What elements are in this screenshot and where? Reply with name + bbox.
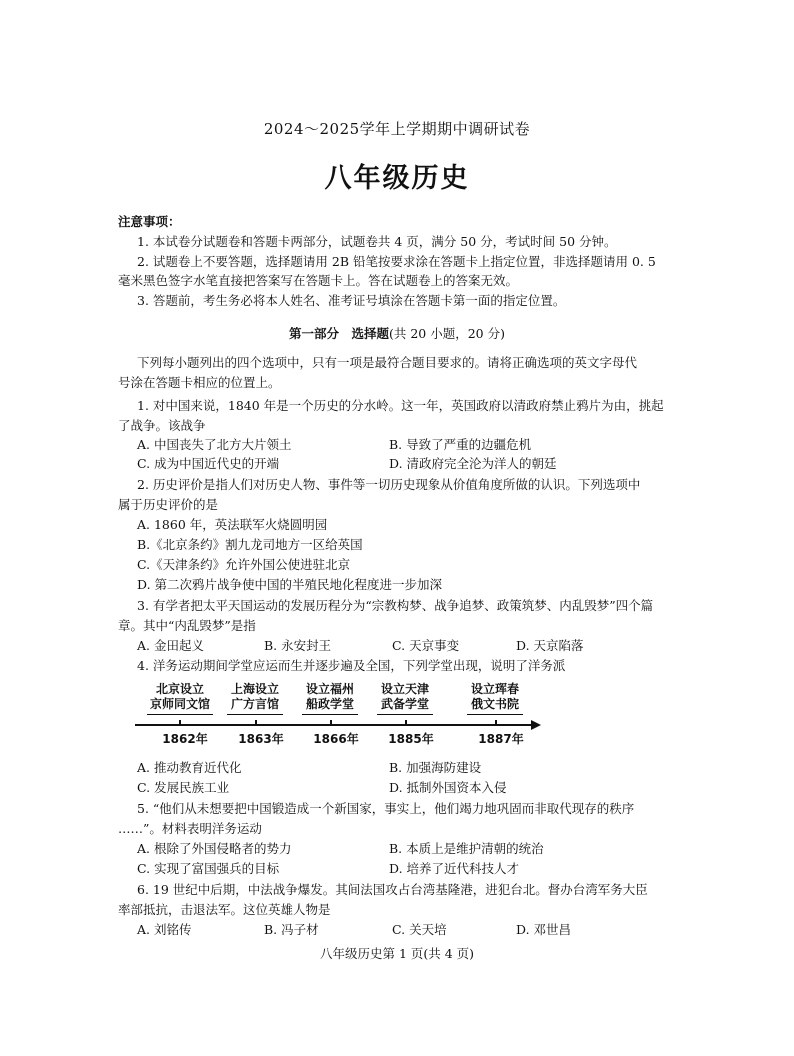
timeline-event-2 (215, 682, 295, 712)
q5-option-d: D. 培养了近代科技人才 (389, 861, 520, 876)
q3-stem-line-2: 章。其中“内乱毁梦”是指 (118, 618, 256, 633)
q1-stem-line-1: 1. 对中国来说，1840 年是一个历史的分水岭。这一年，英国政府以清政府禁止鸦片为由，挑起 (137, 398, 664, 413)
timeline-year-5: 1887年 (478, 732, 524, 746)
timeline-axis (135, 724, 533, 726)
school-timeline (135, 680, 545, 750)
timeline-event-5-line-2: 俄文书院 (470, 697, 519, 711)
timeline-year-4: 1885年 (388, 732, 434, 746)
section-meta: (共 20 小题，20 分) (389, 326, 505, 341)
section-instruction-line-1: 下列每小题列出的四个选项中，只有一项是最符合题目要求的。请将正确选项的英文字母代 (137, 355, 638, 370)
q6-option-c: C. 关天培 (392, 922, 447, 937)
q1-stem-line-2: 了战争。该战争 (118, 418, 206, 433)
timeline-event-3-line-2: 船政学堂 (305, 697, 354, 711)
q6-option-b: B. 冯子材 (264, 922, 319, 937)
exam-title: 2024～2025学年上学期期中调研试卷 (263, 120, 531, 138)
q4-option-a: A. 推动教育近代化 (137, 760, 242, 775)
timeline-event-5-line-1: 设立珲春 (470, 682, 519, 696)
q2-option-b: B.《北京条约》割九龙司地方一区给英国 (137, 537, 363, 552)
timeline-event-3-underline (302, 714, 358, 715)
timeline-arrow-icon (531, 720, 541, 730)
timeline-event-3-line-1: 设立福州 (305, 682, 354, 696)
q6-stem-line-1: 6. 19 世纪中后期，中法战争爆发。其间法国攻占台湾基隆港，进犯台北。督办台湾军务大臣 (137, 882, 648, 897)
timeline-event-4 (365, 682, 445, 712)
subject-title: 八年级历史 (324, 163, 470, 194)
section-heading (0, 324, 794, 342)
q3-option-c: C. 天京事变 (392, 638, 460, 653)
q4-stem-line-1: 4. 洋务运动期间学堂应运而生并逐步遍及全国，下列学堂出现，说明了洋务派 (137, 658, 566, 673)
q2-option-d: D. 第二次鸦片战争使中国的半殖民地化程度进一步加深 (137, 577, 443, 592)
timeline-event-5 (455, 682, 535, 712)
timeline-event-1-line-1: 北京设立 (155, 682, 204, 696)
q2-option-a: A. 1860 年，英法联军火烧圆明园 (137, 517, 328, 532)
timeline-event-2-line-2: 广方言馆 (230, 697, 279, 711)
timeline-event-4-line-1: 设立天津 (380, 682, 429, 696)
q4-option-b: B. 加强海防建设 (389, 760, 482, 775)
timeline-year-3: 1866年 (313, 732, 359, 746)
q2-stem-line-1: 2. 历史评价是指人们对历史人物、事件等一切历史现象从价值角度所做的认识。下列选项中 (137, 477, 641, 492)
q3-option-d: D. 天京陷落 (516, 638, 584, 653)
q6-stem-line-2: 率部抵抗，击退法军。这位英雄人物是 (118, 902, 331, 917)
q2-option-c: C.《天津条约》允许外国公使进驻北京 (137, 557, 351, 572)
q1-option-a: A. 中国丧失了北方大片领土 (137, 437, 292, 452)
notice-item-2-line-2: 毫米黑色签字水笔直接把答案写在答题卡上。答在试题卷上的答案无效。 (118, 273, 519, 288)
timeline-event-2-line-1: 上海设立 (230, 682, 279, 696)
q4-option-d: D. 抵制外国资本入侵 (389, 780, 507, 795)
timeline-event-2-underline (227, 714, 283, 715)
section-title: 第一部分 选择题 (288, 326, 389, 341)
q5-option-c: C. 实现了富国强兵的目标 (137, 861, 280, 876)
q5-option-a: A. 根除了外国侵略者的势力 (137, 841, 292, 856)
q3-stem-line-1: 3. 有学者把太平天国运动的发展历程分为“宗教构梦、战争追梦、政策筑梦、内乱毁梦”四个篇 (137, 598, 654, 613)
q5-stem-line-2: ……”。材料表明洋务运动 (118, 821, 262, 836)
q1-option-b: B. 导致了严重的边疆危机 (389, 437, 532, 452)
notice-item-2-line-1: 2. 试题卷上不要答题，选择题请用 2B 铅笔按要求涂在答题卡上指定位置，非选择题请用 0. 5 (137, 254, 656, 269)
page-footer: 八年级历史第 1 页(共 4 页) (319, 946, 475, 961)
notice-item-3: 3. 答题前，考生务必将本人姓名、准考证号填涂在答题卡第一面的指定位置。 (137, 293, 566, 308)
q6-option-d: D. 邓世昌 (516, 922, 572, 937)
timeline-event-1-underline (147, 714, 213, 715)
timeline-year-2: 1863年 (238, 732, 284, 746)
notice-heading: 注意事项： (118, 214, 181, 229)
q2-stem-line-2: 属于历史评价的是 (118, 497, 219, 512)
q3-option-a: A. 金田起义 (137, 638, 204, 653)
timeline-event-4-underline (377, 714, 433, 715)
q3-option-b: B. 永安封王 (264, 638, 332, 653)
section-instruction-line-2: 号涂在答题卡相应的位置上。 (118, 375, 281, 390)
timeline-event-3 (290, 682, 370, 712)
timeline-event-4-line-2: 武备学堂 (380, 697, 429, 711)
q6-option-a: A. 刘铭传 (137, 922, 192, 937)
timeline-event-1-line-2: 京师同文馆 (149, 697, 210, 711)
timeline-event-1 (140, 682, 220, 712)
timeline-event-5-underline (467, 714, 523, 715)
timeline-year-1: 1862年 (162, 732, 208, 746)
q1-option-c: C. 成为中国近代史的开端 (137, 456, 280, 471)
q5-option-b: B. 本质上是维护清朝的统治 (389, 841, 544, 856)
q4-option-c: C. 发展民族工业 (137, 780, 230, 795)
q5-stem-line-1: 5. “他们从未想要把中国锻造成一个新国家，事实上，他们竭力地巩固而非取代现存的秩序 (137, 801, 635, 816)
q1-option-d: D. 清政府完全沦为洋人的朝廷 (389, 456, 557, 471)
notice-item-1: 1. 本试卷分试题卷和答题卡两部分，试题卷共 4 页，满分 50 分，考试时间 50 分钟。 (137, 234, 617, 249)
